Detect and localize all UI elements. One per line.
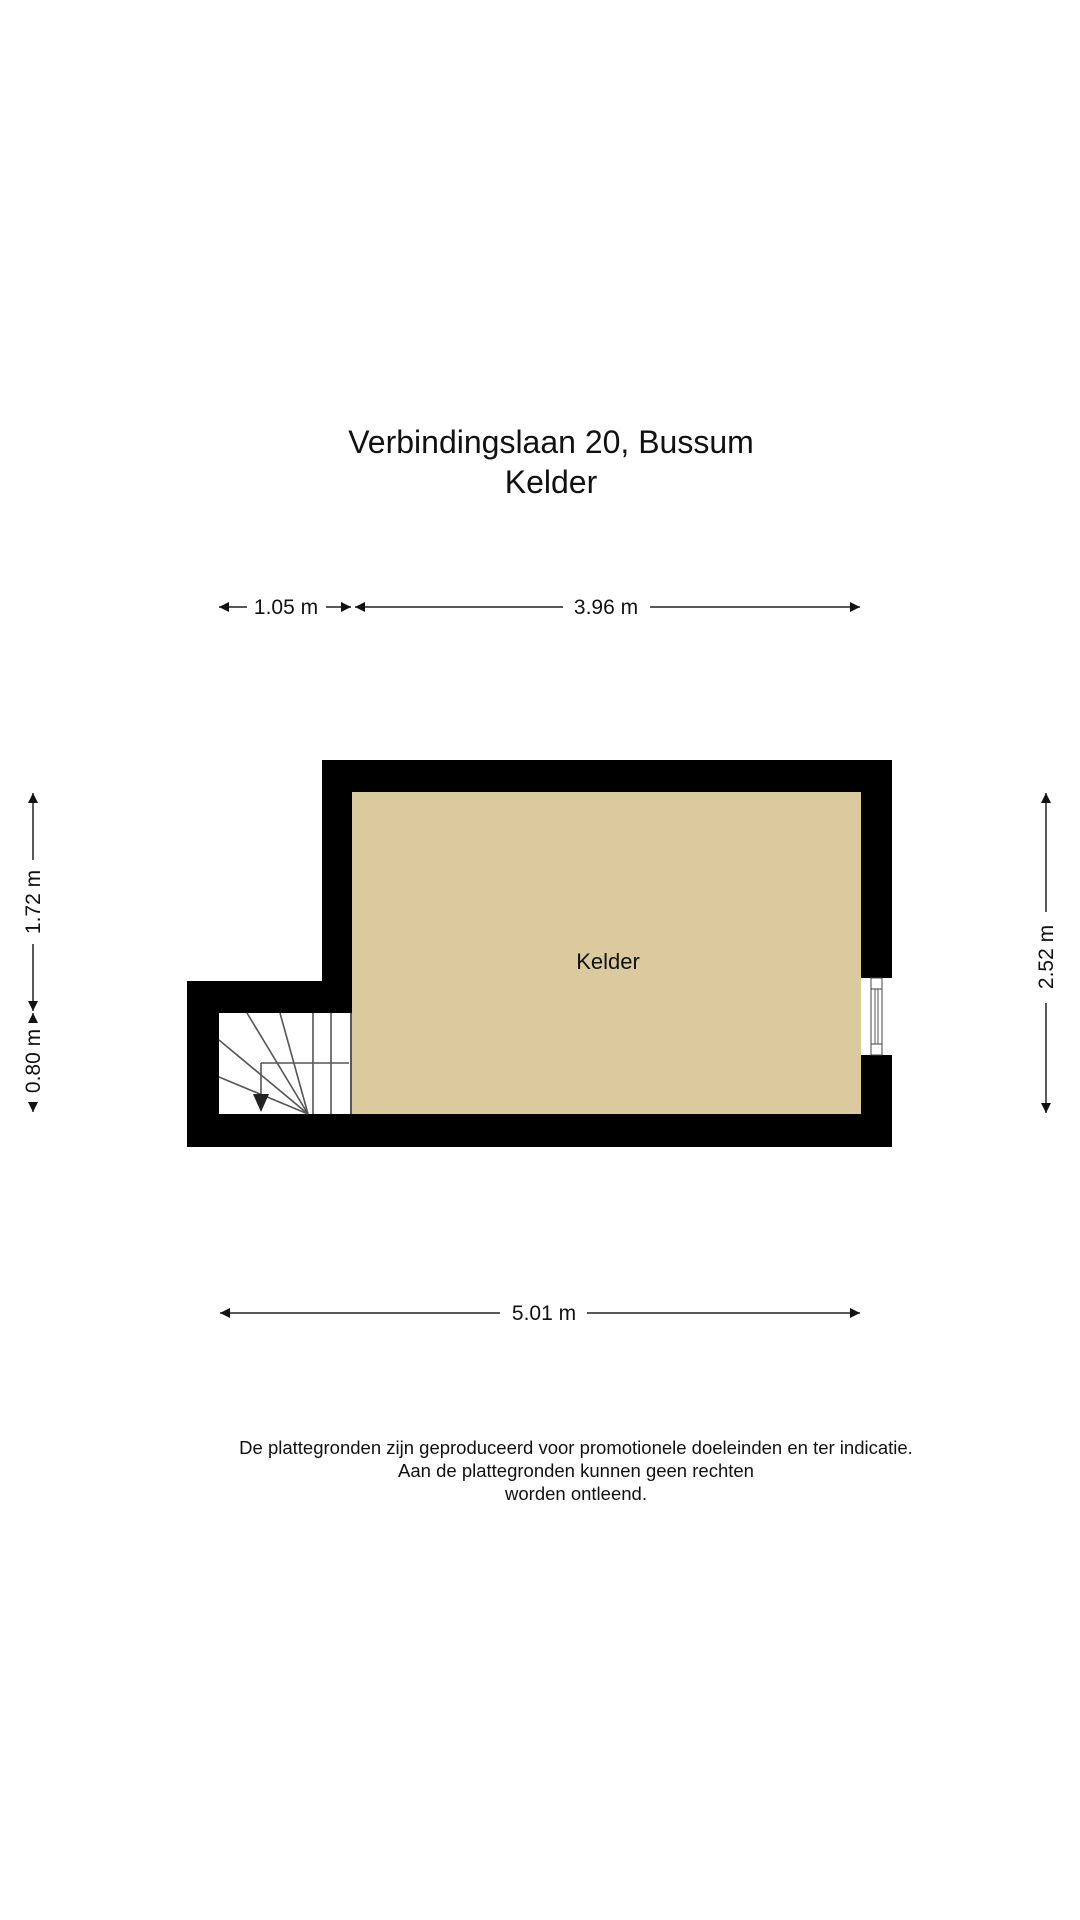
floor-title: Kelder [504,464,598,500]
disclaimer-line-3: worden ontleend. [505,1483,647,1504]
disclaimer-line-1: De plattegronden zijn geproduceerd voor promotionele doeleinden en ter indicatie. [239,1437,913,1458]
dimension-top-left [219,596,351,619]
room-label-kelder: Kelder [576,949,640,974]
window-icon [861,978,893,1055]
dimension-top-right [355,596,860,619]
dimension-bottom [220,1302,860,1325]
dimension-left-upper [22,793,45,1011]
dimension-right [1035,793,1058,1113]
dimension-label-top-left: 1.05 m [253,596,319,619]
dimension-left-lower [22,1013,45,1112]
dimension-label-bottom: 5.01 m [511,1302,577,1325]
dimension-label-left-lower: 0.80 m [22,1028,45,1094]
dimension-label-right: 2.52 m [1035,924,1058,990]
disclaimer [0,1436,1080,1505]
disclaimer-line-2: Aan de plattegronden kunnen geen rechten [398,1460,754,1481]
address-title: Verbindingslaan 20, Bussum [348,424,754,460]
dimension-label-left-upper: 1.72 m [22,869,45,935]
dimension-label-top-right: 3.96 m [573,596,639,619]
